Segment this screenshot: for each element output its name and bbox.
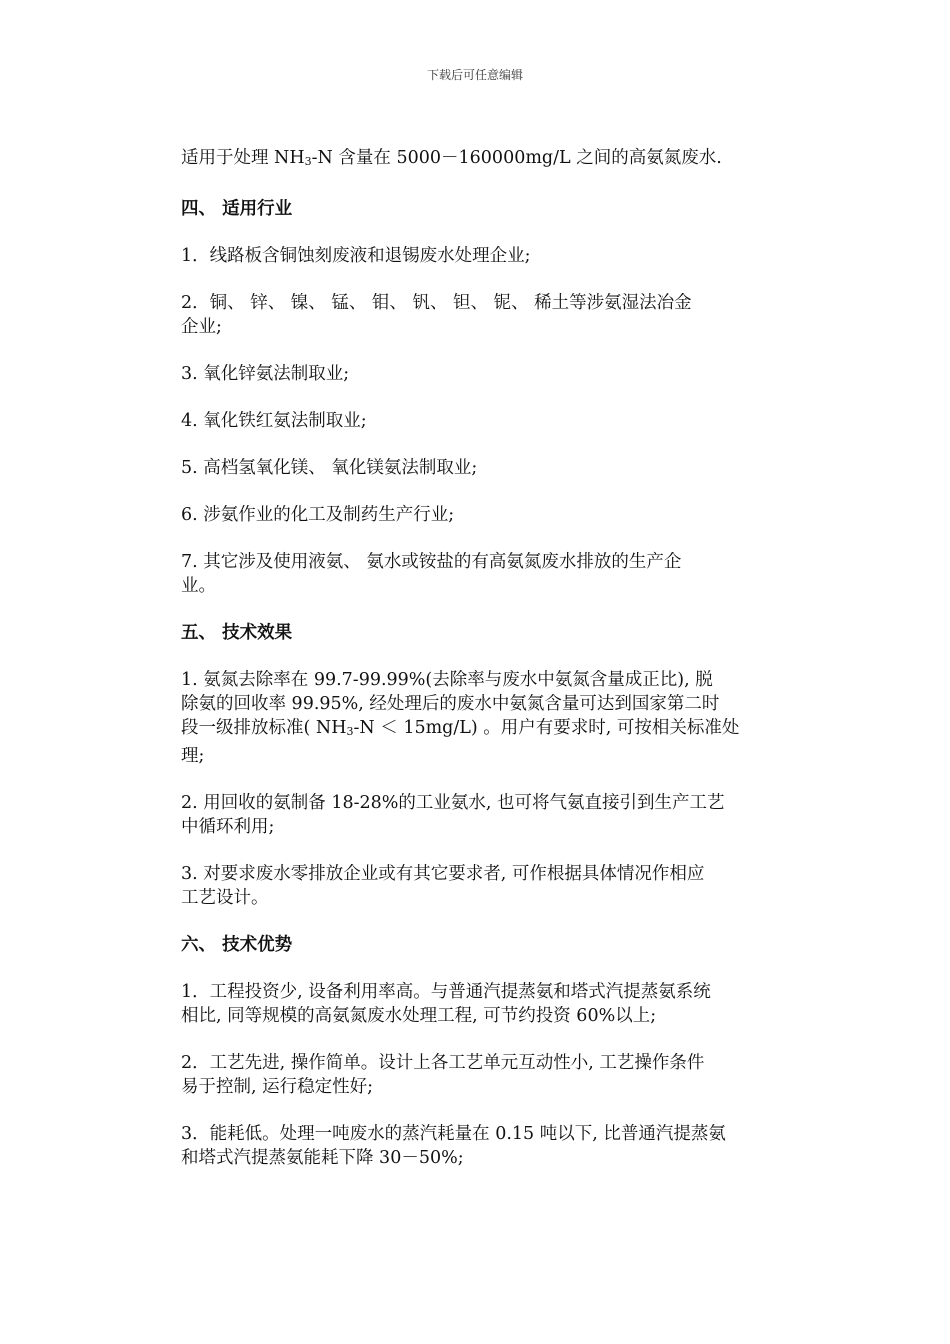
line: 1．线路板含铜蚀刻废液和退锡废水处理企业; <box>181 246 531 266</box>
subscript: 3 <box>346 725 354 738</box>
text-segment: -N ＜ 15mg/L) 。用户有要求时, 可按相关标准处 <box>353 718 740 738</box>
document-body <box>181 146 781 1193</box>
line: 2．铜、 锌、 镍、 锰、 钼、 钒、 钽、 铌、 稀土等涉氨湿法冶金 <box>181 293 692 313</box>
section-4-item-2 <box>181 291 781 339</box>
section-4-item-5 <box>181 456 781 480</box>
section-5-item-2 <box>181 791 781 839</box>
intro-paragraph <box>181 146 781 174</box>
section-5-item-3 <box>181 862 781 910</box>
line: 7. 其它涉及使用液氨、 氨水或铵盐的有高氨氮废水排放的生产企 <box>181 552 682 572</box>
section-6-item-1 <box>181 980 781 1028</box>
line: 易于控制, 运行稳定性好; <box>181 1077 374 1097</box>
section-4-item-7 <box>181 550 781 598</box>
intro-text-post: -N 含量在 5000－160000mg/L 之间的高氨氮废水. <box>311 148 722 168</box>
line: 除氨的回收率 99.95%, 经处理后的废水中氨氮含量可达到国家第二时 <box>181 694 720 714</box>
line: 理; <box>181 746 205 766</box>
section-4-item-6 <box>181 503 781 527</box>
section-6-item-3 <box>181 1122 781 1170</box>
line: 2．工艺先进, 操作简单。设计上各工艺单元互动性小, 工艺操作条件 <box>181 1053 705 1073</box>
section-4-heading: 四、 适用行业 <box>181 199 293 219</box>
section-6-item-2 <box>181 1051 781 1099</box>
line: 3．能耗低。处理一吨废水的蒸汽耗量在 0.15 吨以下, 比普通汽提蒸氨 <box>181 1124 726 1144</box>
line: 和塔式汽提蒸氨能耗下降 30－50%; <box>181 1148 464 1168</box>
line: 相比, 同等规模的高氨氮废水处理工程, 可节约投资 60%以上; <box>181 1006 657 1026</box>
line: 2. 用回收的氨制备 18-28%的工业氨水, 也可将气氨直接引到生产工艺 <box>181 793 725 813</box>
section-6-heading: 六、 技术优势 <box>181 935 293 955</box>
section-5-heading: 五、 技术效果 <box>181 623 293 643</box>
line: 中循环利用; <box>181 817 275 837</box>
line: 业。 <box>181 576 216 596</box>
intro-subscript: 3 <box>304 155 312 168</box>
line: 4. 氧化铁红氨法制取业; <box>181 411 367 431</box>
line: 工艺设计。 <box>181 888 269 908</box>
section-5-item-1 <box>181 668 781 768</box>
intro-text-pre: 适用于处理 NH <box>181 148 305 168</box>
page-header: 下载后可任意编辑 <box>426 68 523 82</box>
line: 1. 氨氮去除率在 99.7-99.99%(去除率与废水中氨氮含量成正比), 脱 <box>181 670 713 690</box>
text-segment: 段一级排放标准( NH <box>181 718 347 738</box>
line: 3. 氧化锌氨法制取业; <box>181 364 350 384</box>
section-4-item-4 <box>181 409 781 433</box>
line: 5. 高档氢氧化镁、 氧化镁氨法制取业; <box>181 458 478 478</box>
line: 1．工程投资少, 设备利用率高。与普通汽提蒸氨和塔式汽提蒸氨系统 <box>181 982 711 1002</box>
line <box>181 716 781 744</box>
line: 6. 涉氨作业的化工及制药生产行业; <box>181 505 455 525</box>
section-4-item-1 <box>181 244 781 268</box>
line: 3. 对要求废水零排放企业或有其它要求者, 可作根据具体情况作相应 <box>181 864 705 884</box>
line: 企业; <box>181 317 222 337</box>
section-4-item-3 <box>181 362 781 386</box>
